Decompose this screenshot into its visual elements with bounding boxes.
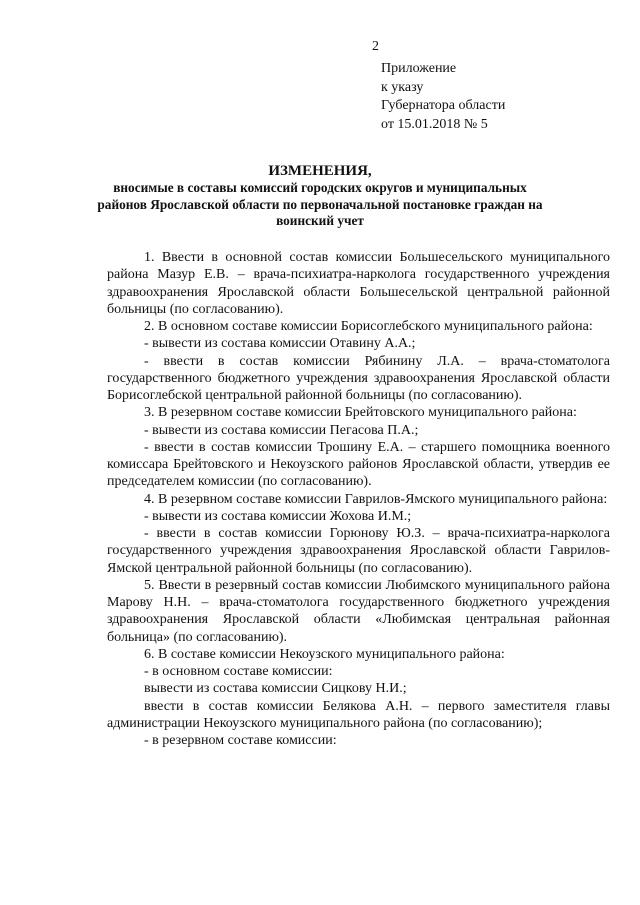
list-item: - ввести в состав комиссии Рябинину Л.А. – врача-стоматолога государственного бюджетного учреждения здравоохранения Ярославской области Борисоглебской центральной районной больницы (по согласованию). (107, 353, 610, 403)
list-item: вывести из состава комиссии Сицкову Н.И.; (144, 681, 407, 697)
list-item: - ввести в состав комиссии Горюнову Ю.З. – врача-психиатра-нарколога государственного учреждения здравоохранения Ярославской области Гаврилов-Ямской центральной районной больницы (по согласованию). (107, 526, 610, 576)
paragraph-1: 1. Ввести в основной состав комиссии Большесельского муниципального района Мазур Е.В. – врача-психиатра-нарколога государственного учреждения здравоохранения Ярославской области Большесельской центральной районной больницы (по согласованию). (107, 250, 610, 317)
list-item: - вывести из состава комиссии Пегасова П.А.; (144, 422, 419, 438)
list-item: - ввести в состав комиссии Трошину Е.А. – старшего помощника военного комиссара Брейтовского и Некоузского районов Ярославской области, утвердив ее председателем комиссии (по согласованию). (107, 439, 610, 490)
paragraph-6: 6. В составе комиссии Некоузского муниципального района: (144, 646, 505, 662)
appendix-line: от 15.01.2018 № 5 (381, 116, 488, 132)
appendix-line: Губернатора области (381, 98, 506, 113)
paragraph-3: 3. В резервном составе комиссии Брейтовского муниципального района: (144, 405, 577, 421)
document-title: ИЗМЕНЕНИЯ, (268, 163, 372, 179)
list-item: - в резервном составе комиссии: (144, 733, 337, 748)
document-heading (92, 162, 548, 230)
paragraph-2: 2. В основном составе комиссии Борисоглебского муниципального района: (144, 319, 593, 334)
list-item: - в основном составе комиссии: (144, 664, 333, 679)
list-item: ввести в состав комиссии Белякова А.Н. – первого заместителя главы администрации Некоузского муниципального района (по согласованию); (107, 698, 610, 731)
appendix-reference (381, 60, 505, 134)
list-item: - вывести из состава комиссии Жохова И.М.; (144, 508, 412, 524)
appendix-line: к указу (381, 79, 424, 95)
page-number: 2 (372, 39, 379, 54)
appendix-line: Приложение (381, 61, 457, 76)
list-item: - вывести из состава комиссии Отавину А.А.; (144, 336, 416, 352)
document-subtitle: вносимые в составы комиссий городских округов и муниципальных районов Ярославской области по первоначальной постановке граждан на воинский учет (97, 180, 543, 228)
document-body (107, 249, 610, 749)
paragraph-4: 4. В резервном составе комиссии Гаврилов-Ямского муниципального района: (144, 491, 608, 507)
paragraph-5: 5. Ввести в резервный состав комиссии Любимского муниципального района Марову Н.Н. – врача-стоматолога государственного бюджетного учреждения здравоохранения Ярославской области «Любимская центральная районная больница» (по согласованию). (107, 577, 610, 645)
